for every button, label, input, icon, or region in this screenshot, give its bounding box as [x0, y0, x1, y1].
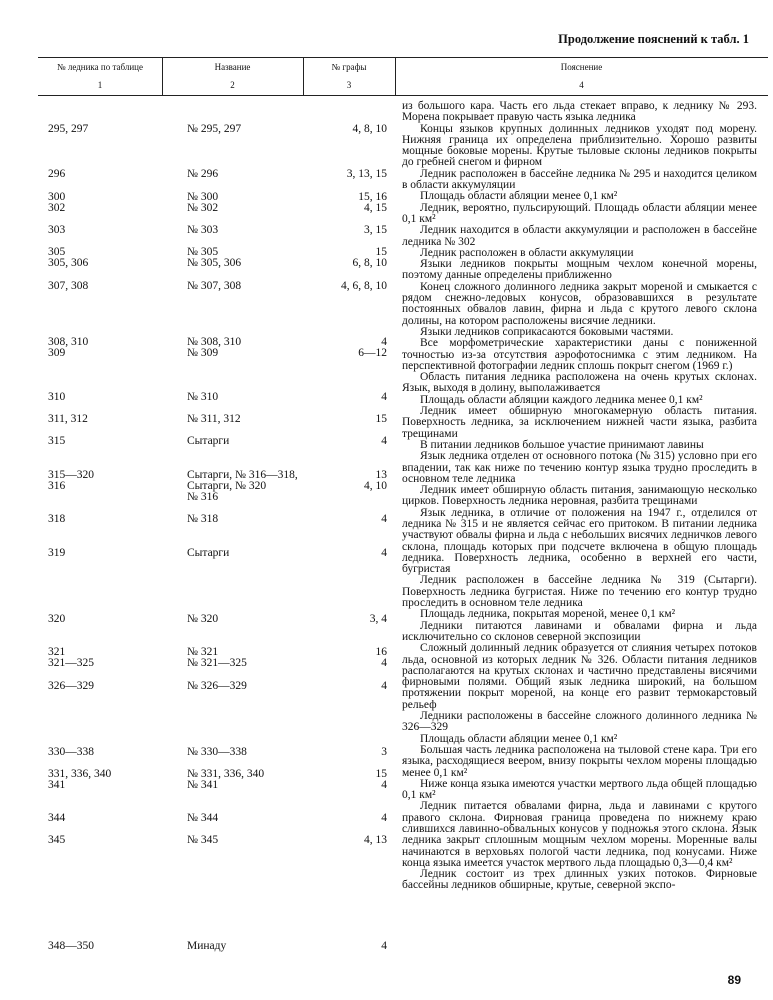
column-refs: 4: [381, 812, 387, 824]
glacier-number: 295, 297: [48, 123, 89, 135]
glacier-name: № 321—325: [187, 657, 247, 669]
glacier-number: 320: [48, 613, 66, 625]
column-refs: 4: [381, 513, 387, 525]
explanation-paragraph: Сложный долинный ледник образуется от слияния четырех потоков льда, основной из которых ледник № 326. Области питания ледников располагаются на крутых склонах и частично представлены висячими фирновыми полями. Общий язык ледника широкий, на большом протяжении покрыт мореной, на конце его развит термокарстовый рельеф: [402, 642, 757, 711]
glacier-name: № 309: [187, 347, 219, 359]
explanation-paragraph: Область питания ледника расположена на очень крутых склонах. Язык, выходя в долину, выполаживается: [402, 371, 757, 395]
glacier-number: 311, 312: [48, 413, 88, 425]
column-refs: 4: [381, 435, 387, 447]
glacier-name: № 308, 310: [187, 336, 242, 348]
glacier-number: 344: [48, 812, 66, 824]
explanation-paragraph: Все морфометрические характеристики даны с пониженной точностью из-за отсутствия аэрофотоснимка с этим ледником. На перспективной фотографии ледник сплошь покрыт снегом (1969 г.): [402, 337, 757, 372]
column-refs: 15: [375, 768, 387, 780]
column-refs: 3, 4: [369, 613, 387, 625]
glacier-number: 315: [48, 435, 66, 447]
glacier-name: № 345: [187, 834, 219, 846]
glacier-name: № 331, 336, 340: [187, 768, 265, 780]
explanation-paragraph: Ледник, вероятно, пульсирующий. Площадь области абляции менее 0,1 км²: [402, 201, 757, 225]
glacier-name: № 326—329: [187, 680, 247, 692]
glacier-number: 305: [48, 246, 66, 258]
table-caption: Продолжение пояснений к табл. 1: [558, 32, 749, 46]
column-refs: 3: [381, 746, 387, 758]
glacier-number: 321—325: [48, 657, 94, 669]
explanation-paragraph: Ледники питаются лавинами и обвалами фирна и льда исключительно со склонов северной экспозиции: [402, 619, 757, 643]
explanation-paragraph: из большого кара. Часть его льда стекает вправо, к леднику № 293. Морена покрывает правую часть языка ледника: [402, 100, 757, 124]
glacier-number: 316: [48, 480, 66, 492]
glacier-number: 326—329: [48, 680, 94, 692]
glacier-number: 305, 306: [48, 257, 89, 269]
glacier-number: 310: [48, 391, 66, 403]
column-refs: 4: [381, 391, 387, 403]
explanation-paragraph: Ниже конца языка имеются участки мертвого льда общей площадью 0,1 км²: [402, 777, 757, 802]
glacier-number: 307, 308: [48, 280, 89, 292]
explanation-paragraph: Язык ледника отделен от основного потока (№ 315) условно при его впадении, так как ниже по течению контур языка трудно проследить в основном теле ледника: [402, 450, 757, 485]
explanation-paragraph: Ледники расположены в бассейне сложного долинного ледника № 326—329: [402, 710, 757, 734]
column-refs: 3, 15: [364, 224, 387, 236]
glacier-name: № 344: [187, 812, 219, 824]
header-explanation: Пояснение: [560, 62, 603, 72]
column-index-2: 2: [230, 80, 235, 90]
explanation-paragraph: В питании ледников большое участие принимают лавины: [420, 438, 704, 451]
explanation-paragraph: Площадь области абляции менее 0,1 км²: [420, 732, 618, 745]
glacier-name: № 302: [187, 202, 219, 214]
explanation-paragraph: Большая часть ледника расположена на тыловой стене кара. Три его языка, расходящиеся веером, внизу покрыты чехлом морены площадью менее 0,1 км²: [402, 743, 757, 779]
header-bottom-rule: [38, 95, 768, 96]
glacier-number: 308, 310: [48, 336, 89, 348]
explanation-paragraph: Ледник находится в области аккумуляции и расположен в бассейне ледника № 302: [402, 224, 757, 248]
column-index-4: 4: [579, 80, 584, 90]
column-refs: 4: [381, 940, 387, 952]
glacier-number: 318: [48, 513, 66, 525]
glacier-name: № 321: [187, 646, 219, 658]
explanation-paragraph: Языки ледников покрыты мощным чехлом конечной морены, поэтому данные определены приближенно: [402, 258, 757, 282]
column-index-3: 3: [346, 80, 352, 90]
explanation-paragraph: Языки ледников соприкасаются боковыми частями.: [420, 325, 674, 338]
column-refs: 4, 13: [364, 834, 387, 846]
header-column-number: № графы: [331, 62, 367, 72]
glacier-name: № 303: [187, 224, 219, 236]
glacier-name: № 295, 297: [187, 123, 242, 135]
glacier-number: 348—350: [48, 940, 94, 952]
column-refs: 4, 10: [364, 480, 387, 492]
glacier-number: 330—338: [48, 746, 94, 758]
glacier-name: Сытарги: [187, 547, 230, 559]
column-index-1: 1: [97, 80, 103, 90]
page-number: 89: [727, 973, 741, 987]
explanation-paragraph: Площадь ледника, покрытая мореной, менее 0,1 км²: [420, 608, 676, 621]
glacier-name: № 305: [187, 246, 219, 258]
explanation-paragraph: Ледник имеет обширную многокамерную область питания. Поверхность ледника, за исключением нижней части языка, разбита трещинами: [402, 405, 757, 440]
glacier-name: № 307, 308: [187, 280, 242, 292]
explanation-paragraph: Площадь области абляции каждого ледника менее 0,1 км²: [420, 393, 703, 406]
glacier-name: № 311, 312: [187, 413, 241, 425]
column-refs: 4: [381, 779, 387, 791]
glacier-name: Сытарги, № 316—318,: [187, 469, 298, 481]
column-refs: 4, 15: [364, 202, 387, 214]
glacier-number: 331, 336, 340: [48, 768, 112, 780]
explanation-paragraph: Концы языков крупных долинных ледников уходят под морену. Нижняя граница их определена приблизительно. Хорошо развиты мощные боковые морены. Крутые тыловые склоны ледников покрыты до гребней снегом и фирном: [402, 122, 757, 169]
glacier-name: № 330—338: [187, 746, 247, 758]
glacier-name: № 341: [187, 779, 219, 791]
glacier-name: № 320: [187, 613, 219, 625]
column-refs: 16: [375, 646, 387, 658]
column-refs: 6, 8, 10: [352, 257, 387, 269]
header-glacier-number: № ледника по таблице: [57, 62, 143, 72]
glacier-name: № 305, 306: [187, 257, 242, 269]
glacier-name: № 310: [187, 391, 219, 403]
header-top-rule: [38, 57, 768, 58]
explanation-paragraph: Площадь области абляции менее 0,1 км²: [420, 190, 618, 203]
glacier-number: 300: [48, 191, 66, 203]
header-name: Название: [214, 62, 251, 72]
glacier-name: Сытарги: [187, 435, 230, 447]
explanation-paragraph: Ледник расположен в бассейне ледника № 295 и находится целиком в области аккумуляции: [402, 167, 757, 192]
glacier-number: 321: [48, 646, 66, 658]
glacier-number: 303: [48, 224, 66, 236]
column-refs: 4: [381, 680, 387, 692]
column-refs: 4, 8, 10: [352, 123, 387, 135]
column-refs: 15: [375, 246, 387, 258]
explanation-paragraph: Ледник расположен в бассейне ледника № 319 (Сытарги). Поверхность ледника бугристая. Ниже по течению его контур трудно проследить в основном теле ледника: [402, 574, 757, 610]
explanation-paragraph: Ледник состоит из трех длинных узких потоков. Фирновые бассейны ледников обширные, крутые, северной экспо-: [402, 868, 757, 892]
glacier-name: № 300: [187, 191, 219, 203]
glacier-number: 302: [48, 202, 66, 214]
glacier-name: № 318: [187, 513, 219, 525]
glacier-number: 341: [48, 779, 66, 791]
explanation-column: [402, 101, 757, 892]
explanation-paragraph: Ледник расположен в области аккумуляции: [420, 246, 634, 259]
column-refs: 4: [381, 336, 387, 348]
glacier-name: Сытарги, № 320: [187, 480, 267, 492]
explanation-paragraph: Ледник имеет обширную область питания, занимающую несколько цирков. Поверхность ледника неровная, разбита трещинами: [402, 484, 757, 508]
column-refs: 3, 13, 15: [346, 168, 387, 180]
glacier-number: 319: [48, 547, 66, 559]
glacier-name: № 296: [187, 168, 219, 180]
column-refs: 4: [381, 657, 387, 669]
glacier-name: № 316: [187, 491, 219, 503]
column-refs: 4: [381, 547, 387, 559]
column-refs: 15, 16: [358, 191, 387, 203]
explanation-paragraph: Конец сложного долинного ледника закрыт мореной и смыкается с рядом снежно-ледовых конусов, образовавшихся в результате постоянных обвалов лавин, фирна и льда с крутого левого склона долины, на котором расположены висячие ледники.: [402, 280, 757, 327]
glacier-number: 309: [48, 347, 66, 359]
column-refs: 15: [375, 413, 387, 425]
column-refs: 6—12: [358, 347, 387, 359]
glacier-number: 345: [48, 834, 66, 846]
column-refs: 13: [375, 469, 387, 481]
explanation-paragraph: Язык ледника, в отличие от положения на 1947 г., отделился от ледника № 315 и не является сейчас его притоком. В питании ледника участвуют обвалы фирна и льда с небольших висячих ледничков левого склона, площадь которых при подсчете включена в общую площадь ледника. Поверхность ледника, особенно в верхней его части, бугристая: [402, 506, 757, 576]
glacier-name: Минаду: [187, 940, 227, 952]
explanation-paragraph: Ледник питается обвалами фирна, льда и лавинами с крутого правого склона. Фирновая граница проведена по нижнему краю слившихся лавинно-обвальных конусов у подножья этого склона. Язык ледника закрыт сплошным мощным чехлом морены. Моренные валы начинаются в верховьях пологой части ледника, под конусами. Ниже конца языка имеется участок мертвого льда площадью 0,3—0,4 км²: [402, 800, 757, 869]
glacier-number: 315—320: [48, 469, 94, 481]
glacier-number: 296: [48, 168, 66, 180]
column-refs: 4, 6, 8, 10: [341, 280, 387, 292]
